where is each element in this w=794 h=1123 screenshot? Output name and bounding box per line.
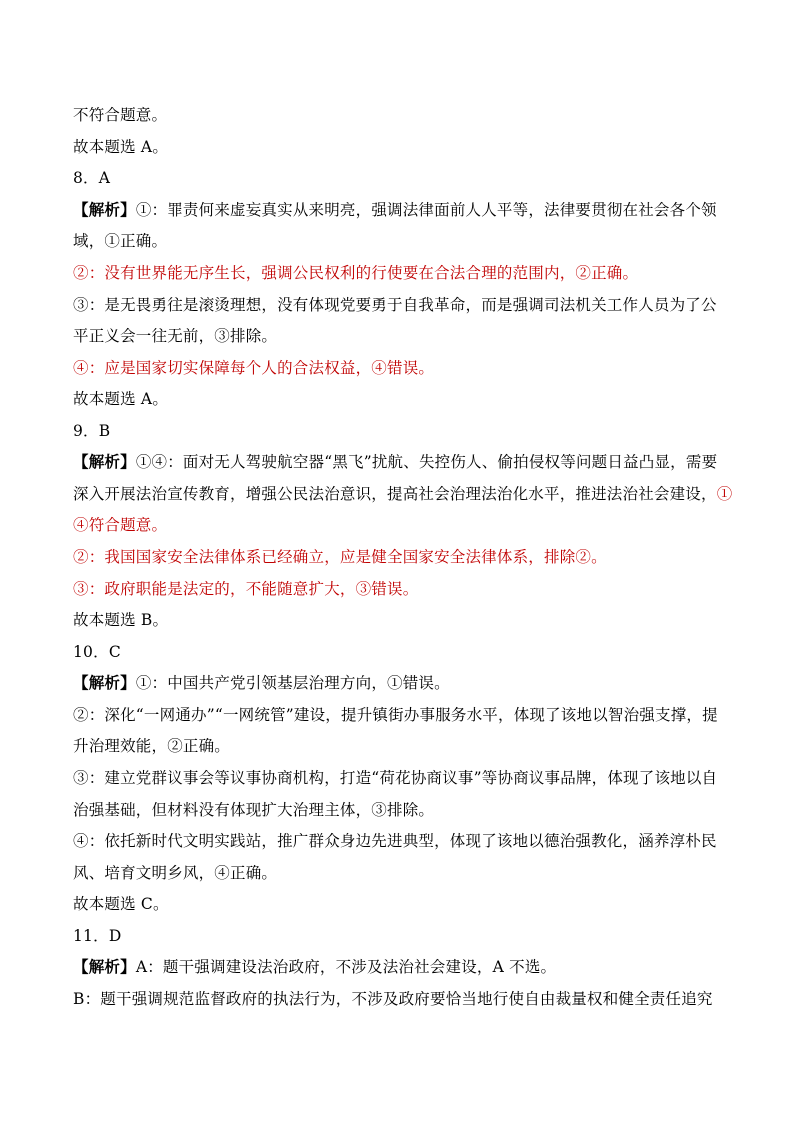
text-line: 平正义会一往无前，③排除。 xyxy=(73,327,278,345)
text-line: 【解析】A：题干强调建设法治政府，不涉及法治社会建设，A 不选。 xyxy=(73,957,557,976)
question-number: 11．D xyxy=(73,927,122,945)
analysis-tag: 【解析】 xyxy=(73,452,136,471)
question-number: 8．A xyxy=(73,169,111,187)
text-line: 域，①正确。 xyxy=(73,232,168,250)
text-line: 故本题选 B。 xyxy=(73,611,169,629)
text-line-red: ④符合题意。 xyxy=(73,516,168,534)
text-line: 故本题选 A。 xyxy=(73,390,169,408)
text-line: 【解析】①：罪责何来虚妄真实从来明亮，强调法律面前人人平等，法律要贯彻在社会各个领 xyxy=(73,200,717,219)
text-line: 故本题选 C。 xyxy=(73,895,169,913)
text-line: 升治理效能，②正确。 xyxy=(73,737,231,755)
text-line: ④：依托新时代文明实践站，推广群众身边先进典型，体现了该地以德治强教化，涵养淳朴民 xyxy=(73,832,717,850)
text-line: 故本题选 A。 xyxy=(73,138,169,156)
text-line: B：题干强调规范监督政府的执法行为，不涉及政府要恰当地行使自由裁量权和健全责任追究 xyxy=(73,990,713,1008)
text-line: 【解析】①：中国共产党引领基层治理方向，①错误。 xyxy=(73,673,450,692)
text-line-red: ②：没有世界能无序生长，强调公民权利的行使要在合法合理的范围内，②正确。 xyxy=(73,264,639,282)
text-line: 风、培育文明乡风，④正确。 xyxy=(73,864,278,882)
text-line: ③：是无畏勇往是滚烫理想，没有体现党要勇于自我革命，而是强调司法机关工作人员为了公 xyxy=(73,296,717,314)
text-line: 深入开展法治宣传教育，增强公民法治意识，提高社会治理法治化水平，推进法治社会建设，① xyxy=(73,485,733,503)
text-line-red: ②：我国国家安全法律体系已经确立，应是健全国家安全法律体系，排除②。 xyxy=(73,548,607,566)
question-number: 9．B xyxy=(73,422,111,440)
analysis-tag: 【解析】 xyxy=(73,200,136,219)
question-number: 10．C xyxy=(73,643,121,661)
text-line: ②：深化“一网通办”“一网统管”建设，提升镇街办事服务水平，体现了该地以智治强支撑，提 xyxy=(73,706,718,724)
text-line: 治强基础，但材料没有体现扩大治理主体，③排除。 xyxy=(73,801,435,819)
text-line: ③：建立党群议事会等议事协商机构，打造“荷花协商议事”等协商议事品牌，体现了该地以自 xyxy=(73,769,718,787)
analysis-tag: 【解析】 xyxy=(73,957,136,976)
analysis-tag: 【解析】 xyxy=(73,673,136,692)
text-line: 不符合题意。 xyxy=(73,106,168,124)
text-line-red: ③：政府职能是法定的，不能随意扩大，③错误。 xyxy=(73,580,419,598)
text-line-red: ④：应是国家切实保障每个人的合法权益，④错误。 xyxy=(73,359,435,377)
text-line: 【解析】①④：面对无人驾驶航空器“黑飞”扰航、失控伤人、偷拍侵权等问题日益凸显，需要 xyxy=(73,452,718,471)
